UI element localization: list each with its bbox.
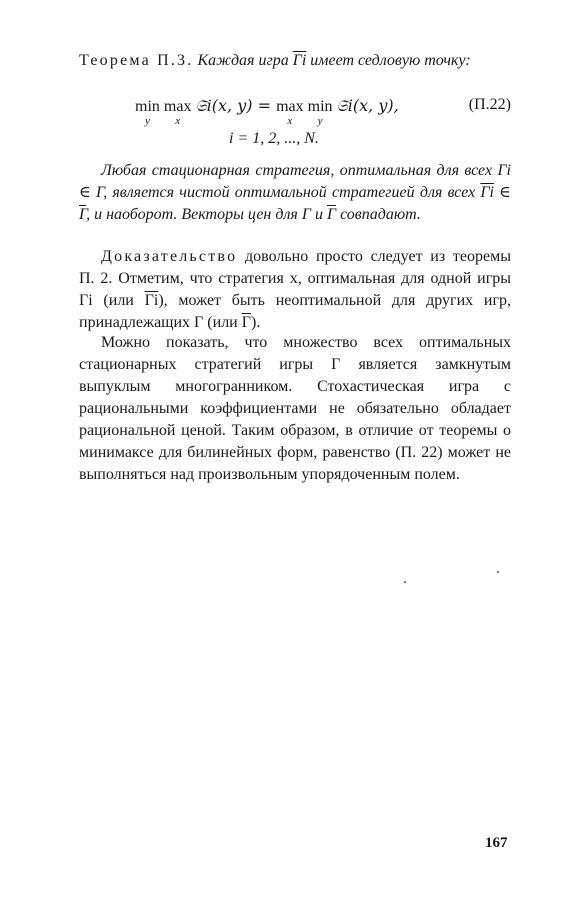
statement-part-4: , и наоборот. Векторы цен для Γ и [86, 206, 327, 223]
proof-gamma-1: $\overline{\Gamma i}$ [144, 292, 159, 309]
equation-number: (П.22) [468, 96, 511, 113]
statement-gamma-3: $\overline{\Gamma}$ [79, 206, 87, 223]
theorem-label: Теорема П.3. [79, 52, 194, 69]
formula-rhs: 𝔖i(x, y), [336, 96, 399, 115]
theorem-text-b: имеет седловую точку: [306, 52, 471, 69]
theorem-statement [79, 160, 511, 226]
formula-min-2: min y [307, 98, 333, 127]
proof-gamma-2: $\overline{\Gamma}$ [241, 314, 251, 331]
statement-part-3: ∈ [493, 184, 512, 201]
statement-gamma-1: Γi [497, 162, 511, 179]
statement-gamma-2: $\overline{\Gamma i}$ [480, 184, 494, 201]
proof-text-1: довольно просто следует из теоремы П. 2. Отметим, что стратегия x, оптимальная для одной игры Γi (или [79, 248, 511, 309]
statement-gamma-4: $\overline{\Gamma}$ [326, 206, 337, 223]
theorem-gamma: $\overline{\Gamma i}$ [292, 52, 307, 69]
theorem-text-a: Каждая игра [197, 52, 293, 69]
statement-part-5: совпадают. [336, 206, 421, 223]
remark-paragraph [79, 332, 511, 486]
proof-label: Доказательство [101, 248, 238, 265]
proof-text-3: ). [251, 314, 261, 331]
statement-part-1: Любая стационарная стратегия, оптимальная для всех [101, 162, 498, 179]
formula-max-1: max x [163, 98, 192, 127]
proof-text-2: ), может быть неоптимальной для других игр, принадлежащих Γ (или [79, 292, 511, 331]
formula-lhs: 𝔖i(x, y) = [195, 96, 277, 115]
formula-main [135, 96, 399, 127]
formula-min-1: min y [135, 98, 160, 127]
formula-max-2: max x [276, 98, 304, 127]
proof-paragraph [79, 246, 511, 334]
remark-text: Можно показать, что множество всех оптимальных стационарных стратегий игры Γ является замкнутым выпуклым многогранником. Стохастическая игра с рациональными коэффициентами не обязательно обладает рациональной ценой. Таким образом, в отличие от теоремы о минимаксе для билинейных форм, равенство (П. 22) может не выполняться над произвольным упорядоченным полем. [79, 334, 511, 483]
formula-index-line: i = 1, 2, ..., N. [229, 130, 319, 147]
statement-part-2: ∈ Γ, является чистой оптимальной стратегией для всех [79, 184, 481, 201]
formula-block [79, 96, 511, 156]
page-number: 167 [485, 835, 508, 851]
theorem-heading [79, 50, 511, 72]
